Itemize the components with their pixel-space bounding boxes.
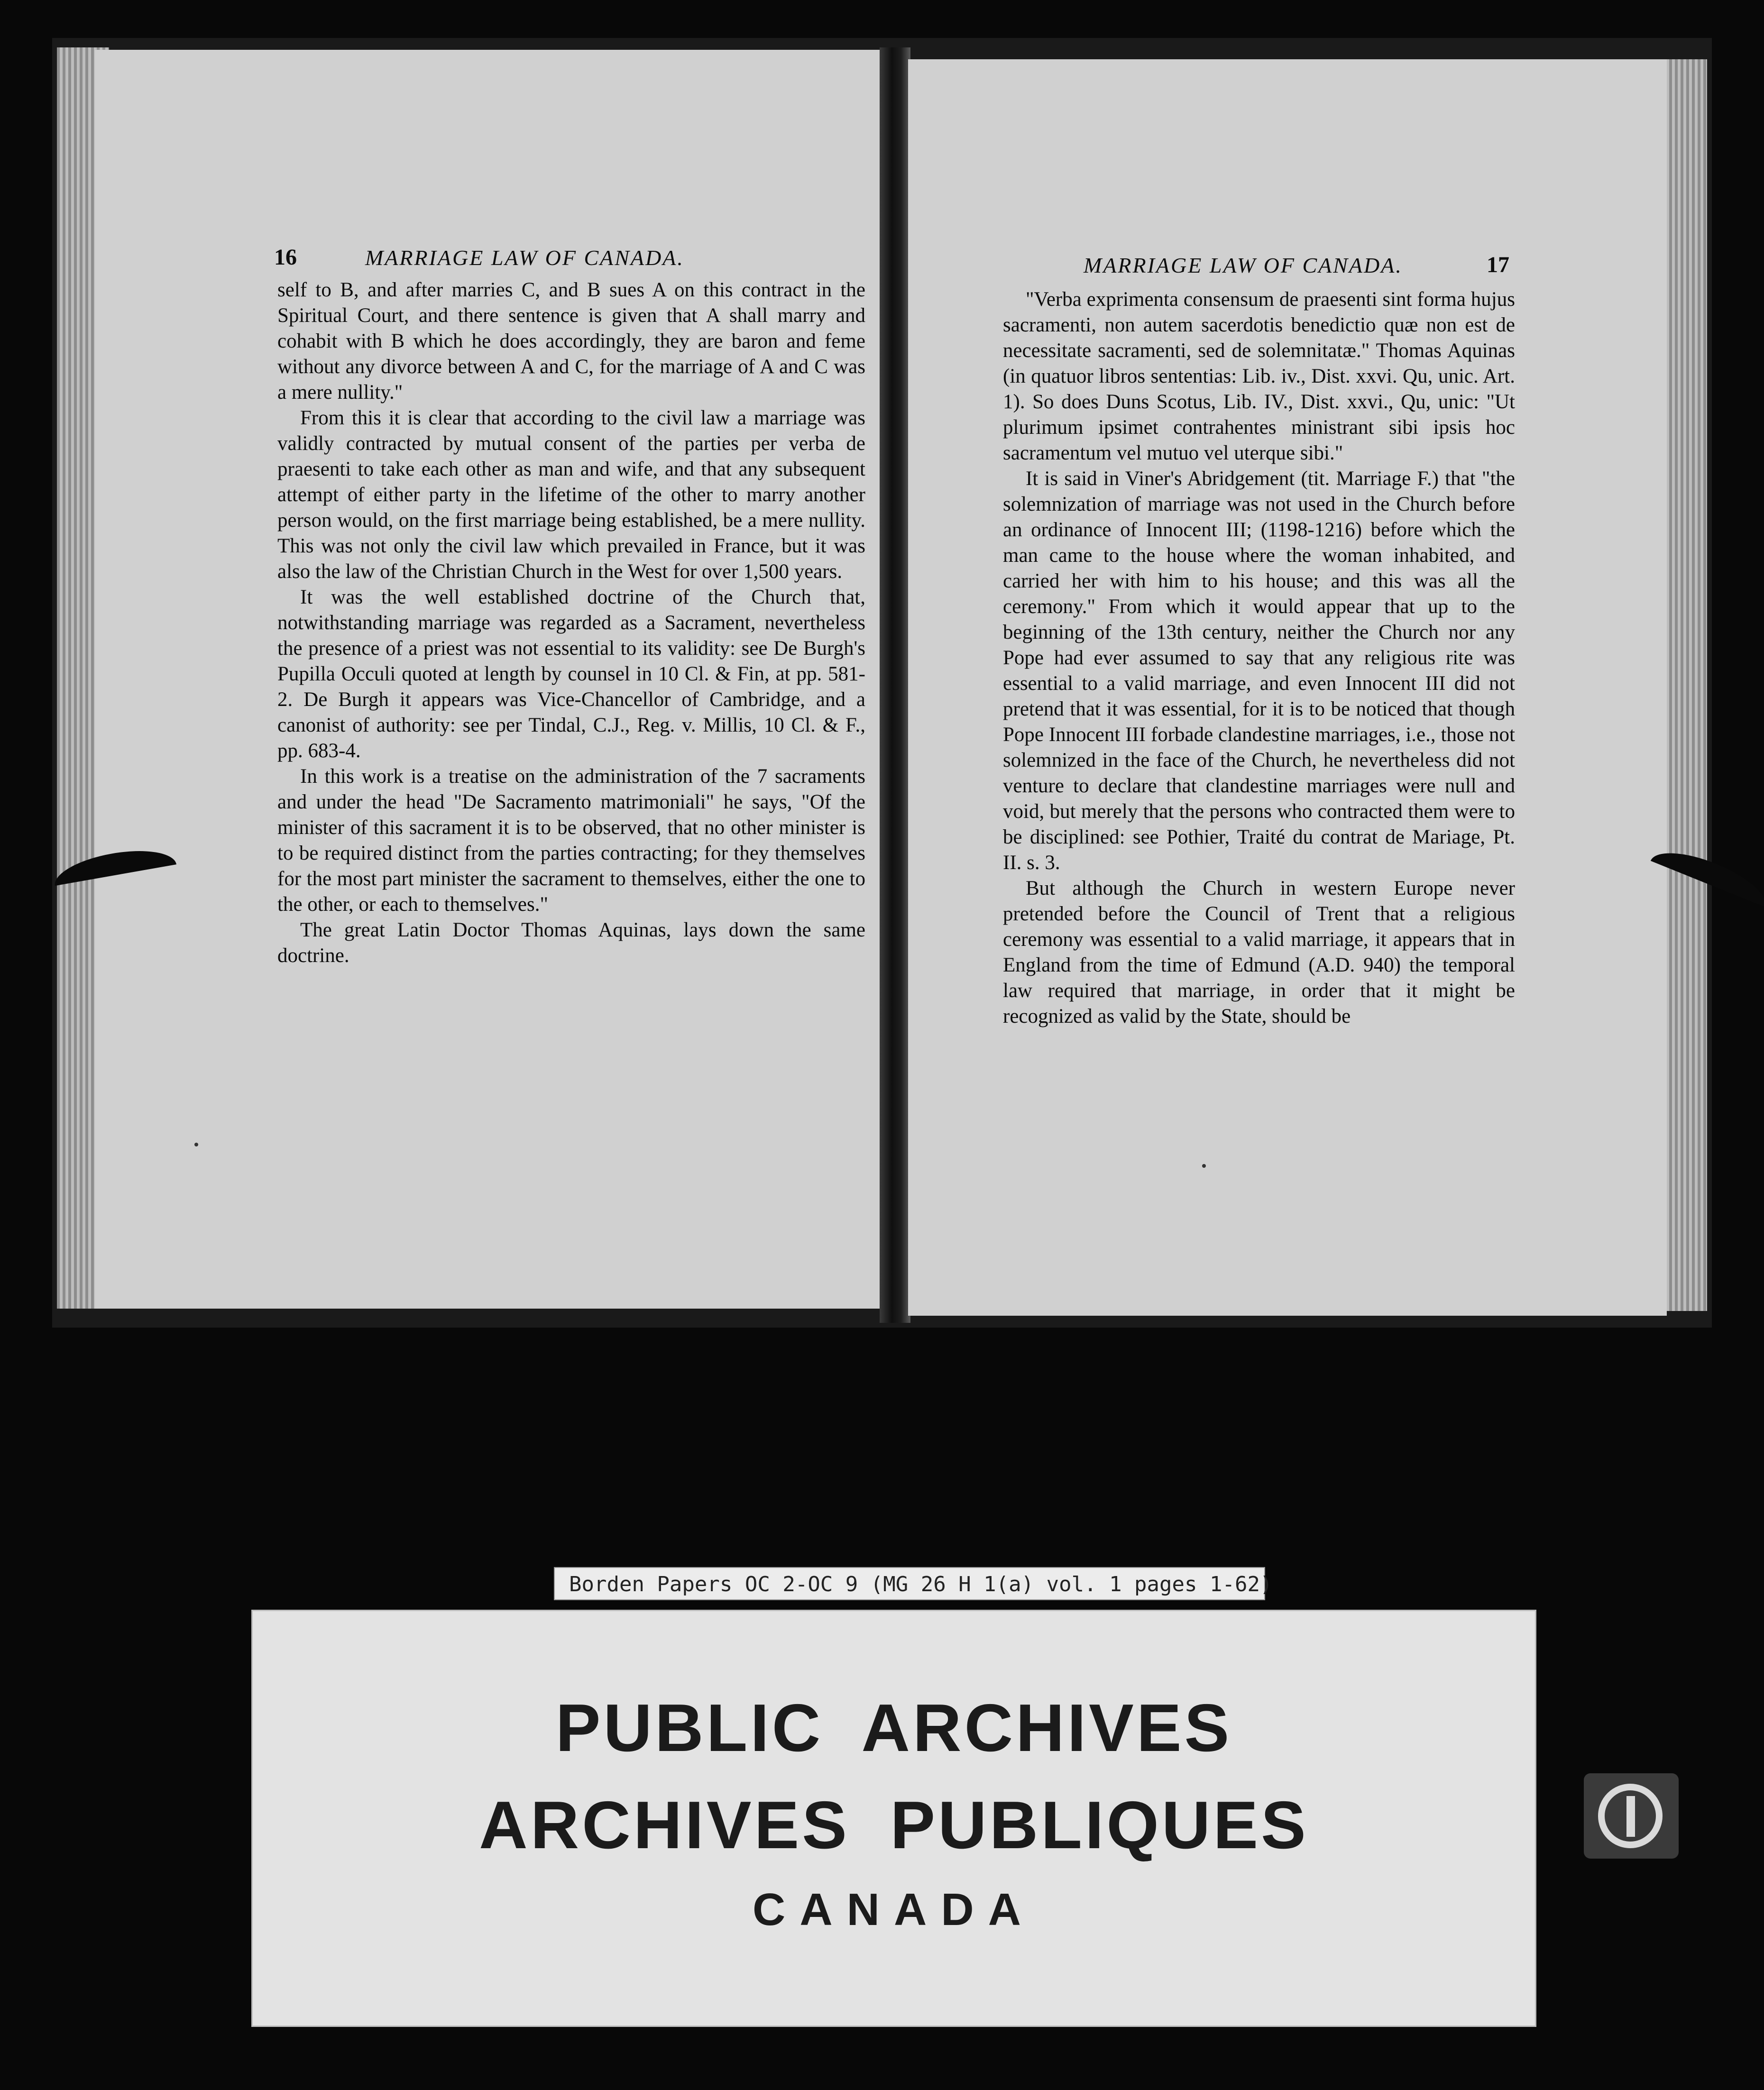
paragraph: It is said in Viner's Abridgement (tit. Marriage F.) that "the solemnization of marriage was not used in the Church before an ordinance of Innocent III; (1198-1216) before which the man came to the house where the woman inhabited, and carried her with him to his house; and this was all the ceremony." From which it would appear that up to the beginning of the 13th century, neither the Church nor any Pope had ever assumed to say that any religious rite was essential to a valid marriage, and even Innocent III did not pretend that it was essential, for it is to be noticed that though Pope Innocent III forbade clandestine marriages, i.e., those not solemnized in the face of the Church, he nevertheless did not venture to declare that clandestine marriages were null and void, but merely that the persons who contracted them were to be disciplined: see Pothier, Traité du contrat de Mariage, Pt. II. s. 3.	[1003, 468, 1515, 874]
archive-card-line-english: PUBLIC ARCHIVES	[555, 1690, 1232, 1766]
reference-label: Borden Papers OC 2-OC 9 (MG 26 H 1(a) vol. 1 pages 1-62)	[554, 1567, 1265, 1600]
archive-card-line-country: CANADA	[753, 1884, 1035, 1935]
paragraph: But although the Church in western Europe never pretended before the Council of Trent that a religious ceremony was essential to a valid marriage, it appears that in England from the time of Edmund (A.D. 940) the temporal law required that marriage, in order that it might be recognized as valid by the State, should be	[1003, 877, 1515, 1027]
right-running-head: MARRIAGE LAW OF CANADA.	[1084, 253, 1403, 277]
left-page-text	[277, 277, 865, 969]
left-running-head: MARRIAGE LAW OF CANADA.	[365, 246, 684, 270]
paragraph: In this work is a treatise on the administration of the 7 sacraments and under the head "De Sacramento matrimoniali" he says, "Of the minister of this sacrament it is to be observed, that no other minister is to be required distinct from the parties contracting; for they themselves for the most part minister the sacrament to themselves, either the one to the other, or each to themselves."	[277, 765, 865, 916]
right-page-number: 17	[1487, 252, 1509, 277]
book-gutter	[880, 47, 910, 1323]
paragraph: "Verba exprimenta consensum de praesenti sint forma hujus sacramenti, non autem sacerdotis benedictio quæ non est de necessitate sacramenti, sed de solemnitatæ." Thomas Aquinas (in quatuor libros sententias: Lib. iv., Dist. xxvi. Qu, unic. Art. 1). So does Duns Scotus, Lib. IV., Dist. xxvi., Qu, unic: "Ut plurimum ipsimet contrahentes ministrant sibi ipsis hoc sacramentum vel mutuo vel uterque sibi."	[1003, 288, 1515, 464]
right-page-text	[1003, 287, 1515, 1029]
speck	[194, 1143, 198, 1146]
archive-card-line-french: ARCHIVES PUBLIQUES	[479, 1788, 1309, 1863]
speck	[1202, 1164, 1206, 1168]
left-page	[95, 50, 882, 1309]
right-page	[908, 59, 1667, 1316]
archive-card	[251, 1610, 1536, 2027]
paragraph: self to B, and after marries C, and B sues A on this contract in the Spiritual Court, and there sentence is given that A shall marry and cohabit with B which he does accordingly, they are baron and feme without any divorce between A and C, for the marriage of A and C was a mere nullity."	[277, 279, 865, 403]
paragraph: From this it is clear that according to the civil law a marriage was validly contracted by mutual consent of the parties per verba de praesenti to take each other as man and wife, and that any subsequent attempt of either party in the lifetime of the other to marry another person would, on the first marriage being established, be a mere nullity. This was not only the civil law which prevailed in France, but it was also the law of the Christian Church in the West for over 1,500 years.	[277, 407, 865, 583]
left-page-number: 16	[274, 245, 297, 270]
microfilm-logo-icon	[1584, 1773, 1679, 1859]
logo-stem	[1626, 1796, 1635, 1837]
paragraph: The great Latin Doctor Thomas Aquinas, lays down the same doctrine.	[277, 919, 865, 967]
paragraph: It was the well established doctrine of the Church that, notwithstanding marriage was regarded as a Sacrament, nevertheless the presence of a priest was not essential to its validity: see De Burgh's Pupilla Occuli quoted at length by counsel in 10 Cl. & Fin, at pp. 581-2. De Burgh it appears was Vice-Chancellor of Cambridge, and a canonist of authority: see per Tindal, C.J., Reg. v. Millis, 10 Cl. & F., pp. 683-4.	[277, 586, 865, 762]
